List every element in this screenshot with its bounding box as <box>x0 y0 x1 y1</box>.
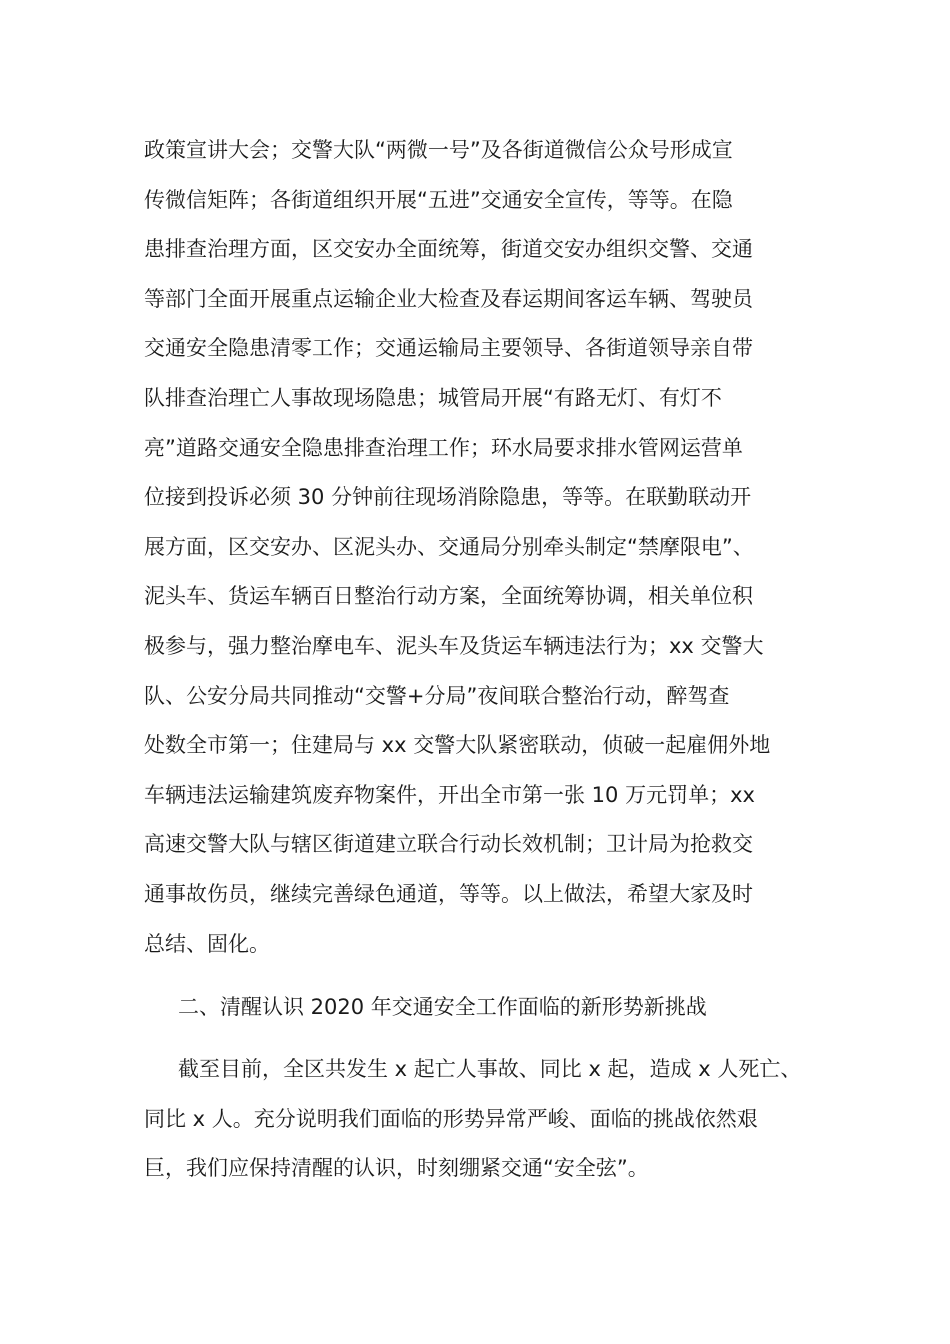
paragraph-line: 车辆违法运输建筑废弃物案件，开出全市第一张 10 万元罚单；xx <box>144 782 755 807</box>
paragraph-line: 政策宣讲大会；交警大队“两微一号”及各街道微信公众号形成宣 <box>144 138 733 162</box>
paragraph-line: 位接到投诉必须 30 分钟前往现场消除隐患，等等。在联勤联动开 <box>144 485 752 510</box>
paragraph-line: 同比 x 人。充分说明我们面临的形势异常严峻、面临的挑战依然艰 <box>144 1106 758 1131</box>
paragraph-line: 泥头车、货运车辆百日整治行动方案，全面统筹协调，相关单位积 <box>144 584 753 609</box>
paragraph-line: 队、公安分局共同推动“交警+分局”夜间联合整治行动，醉驾查 <box>144 683 730 708</box>
paragraph-line: 等部门全面开展重点运输企业大检查及春运期间客运车辆、驾驶员 <box>144 286 753 311</box>
paragraph-line: 处数全市第一；住建局与 xx 交警大队紧密联动，侦破一起雇佣外地 <box>144 733 771 758</box>
paragraph-line: 高速交警大队与辖区街道建立联合行动长效机制；卫计局为抢救交 <box>144 832 753 857</box>
paragraph-2 <box>144 1045 814 1194</box>
paragraph-line: 总结、固化。 <box>144 931 270 956</box>
paragraph-line: 队排查治理亡人事故现场隐患；城管局开展“有路无灯、有灯不 <box>144 385 722 410</box>
paragraph-line: 亮”道路交通安全隐患排查治理工作；环水局要求排水管网运营单 <box>144 435 743 460</box>
paragraph-line: 展方面，区交安办、区泥头办、交通局分别牵头制定“禁摩限电”、 <box>144 534 754 559</box>
section-heading <box>144 983 814 1033</box>
paragraph-line: 传微信矩阵；各街道组织开展“五进”交通安全宣传，等等。在隐 <box>144 187 733 212</box>
paragraph-line: 患排查治理方面，区交安办全面统筹，街道交安办组织交警、交通 <box>144 237 753 262</box>
paragraph-1 <box>144 126 814 969</box>
paragraph-line: 极参与，强力整治摩电车、泥头车及货运车辆违法行为；xx 交警大 <box>144 633 764 658</box>
paragraph-line: 交通安全隐患清零工作；交通运输局主要领导、各街道领导亲自带 <box>144 336 753 361</box>
section-heading-text: 二、清醒认识 2020 年交通安全工作面临的新形势新挑战 <box>178 995 707 1019</box>
paragraph-line: 截至目前，全区共发生 x 起亡人事故、同比 x 起，造成 x 人死亡、 <box>178 1057 802 1081</box>
paragraph-line: 巨，我们应保持清醒的认识，时刻绷紧交通“安全弦”。 <box>144 1156 649 1181</box>
paragraph-line: 通事故伤员，继续完善绿色通道，等等。以上做法，希望大家及时 <box>144 881 753 906</box>
